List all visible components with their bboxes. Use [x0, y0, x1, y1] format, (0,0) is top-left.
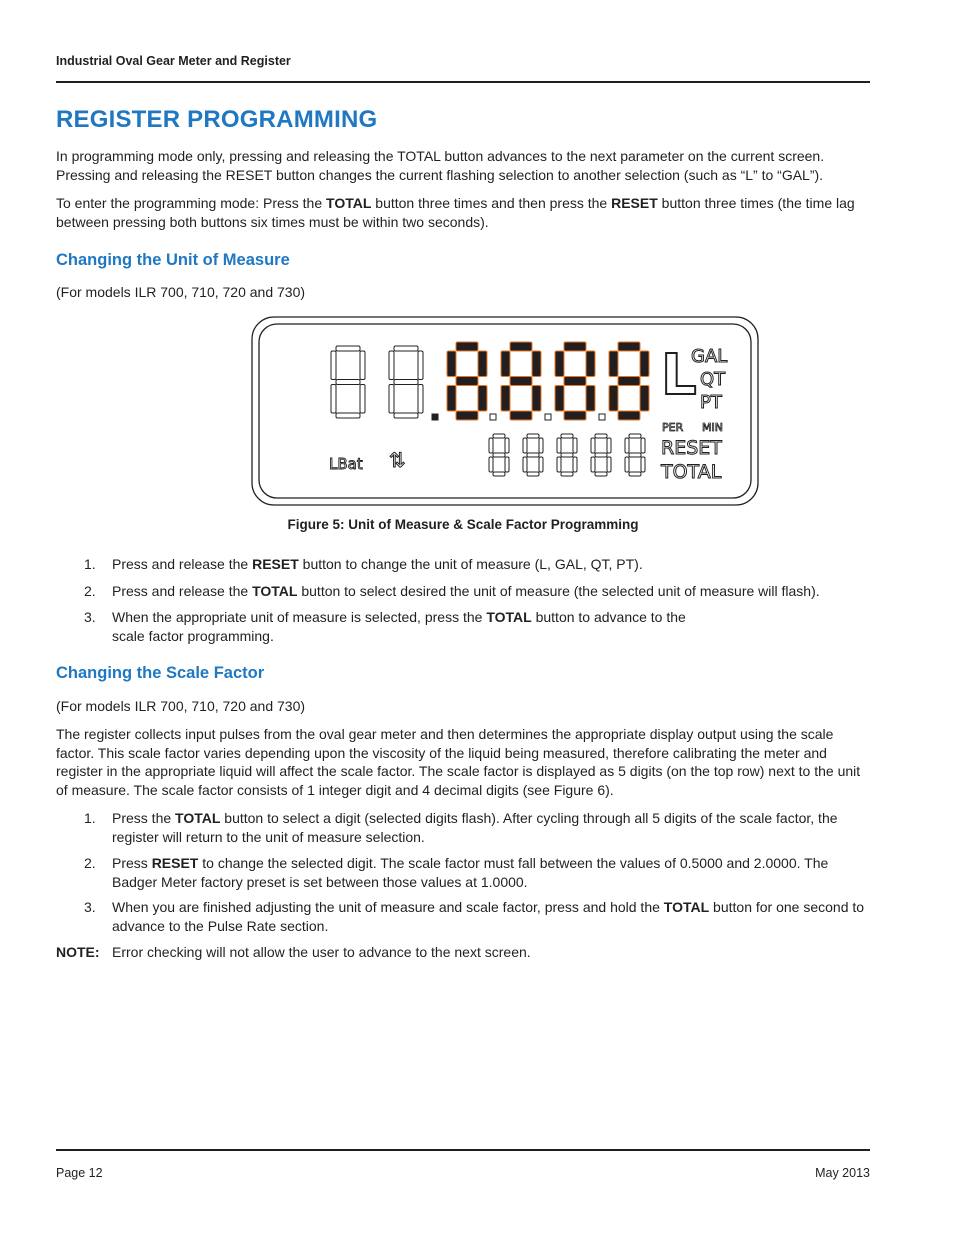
lbat-label: LBat: [329, 455, 363, 473]
lcd-digit-active: [447, 342, 487, 420]
lcd-decimal-point: [432, 414, 438, 420]
lcd-display-figure: [251, 316, 759, 506]
lcd-digit-active: [555, 342, 595, 420]
footer-rule: [56, 1149, 870, 1151]
lcd-small-digit: [625, 434, 645, 476]
header-rule: [56, 81, 870, 83]
intro-paragraph-1: In programming mode only, pressing and releasing the TOTAL button advances to the next parameter on the current screen. Pressing and releasing the RESET button changes the current flashing selection to another selection (such as “L” to “GAL”).: [56, 148, 825, 183]
unit-gal: GAL: [691, 346, 728, 367]
reset-label: RESET: [661, 437, 722, 459]
unit-pt: PT: [700, 392, 722, 413]
unit-letter-l: L: [661, 343, 697, 408]
lcd-decimal-point: [545, 414, 551, 420]
lcd-display-svg: [251, 316, 759, 506]
running-header: Industrial Oval Gear Meter and Register: [56, 54, 291, 68]
section-heading-unit-of-measure: Changing the Unit of Measure: [56, 251, 290, 269]
figure-caption: Figure 5: Unit of Measure & Scale Factor Programming: [287, 517, 639, 532]
lcd-small-digit: [523, 434, 543, 476]
section-heading-scale-factor: Changing the Scale Factor: [56, 664, 265, 682]
models-note: (For models ILR 700, 710, 720 and 730): [56, 284, 306, 300]
lcd-digit-active: [501, 342, 541, 420]
min-label: MIN: [702, 421, 723, 434]
unit-qt: QT: [700, 369, 726, 390]
total-label: TOTAL: [661, 461, 722, 483]
lcd-digit-outline: [389, 346, 423, 418]
lcd-digit-active: [609, 342, 649, 420]
footer-date: May 2013: [815, 1166, 870, 1180]
lcd-small-digit: [591, 434, 611, 476]
page-number: Page 12: [56, 1166, 103, 1180]
page-title: REGISTER PROGRAMMING: [56, 106, 378, 133]
intro-paragraph-2: To enter the programming mode: Press the TOTAL button three times and then press the RESET button three times (the time lag between pressing both buttons six times must be within two seconds).: [56, 195, 855, 230]
lcd-decimal-point: [599, 414, 605, 420]
models-note: (For models ILR 700, 710, 720 and 730): [56, 698, 306, 714]
lcd-decimal-point: [490, 414, 496, 420]
per-label: PER: [662, 421, 684, 434]
lcd-small-digit: [489, 434, 509, 476]
scale-factor-paragraph: The register collects input pulses from the oval gear meter and then determines the appropriate display output using the scale factor. This scale factor varies depending upon the viscosity of the liquid being measured, therefore calibrating the meter and register in the appropriate liquid will affect the scale factor. The scale factor is displayed as 5 digits (on the top row) next to the unit of measure. The scale factor consists of 1 integer digit and 4 decimal digits (see Figure 6).: [56, 726, 861, 798]
arrows-icon: ⇅: [389, 448, 406, 472]
lcd-small-digit: [557, 434, 577, 476]
lcd-digit-outline: [331, 346, 365, 418]
